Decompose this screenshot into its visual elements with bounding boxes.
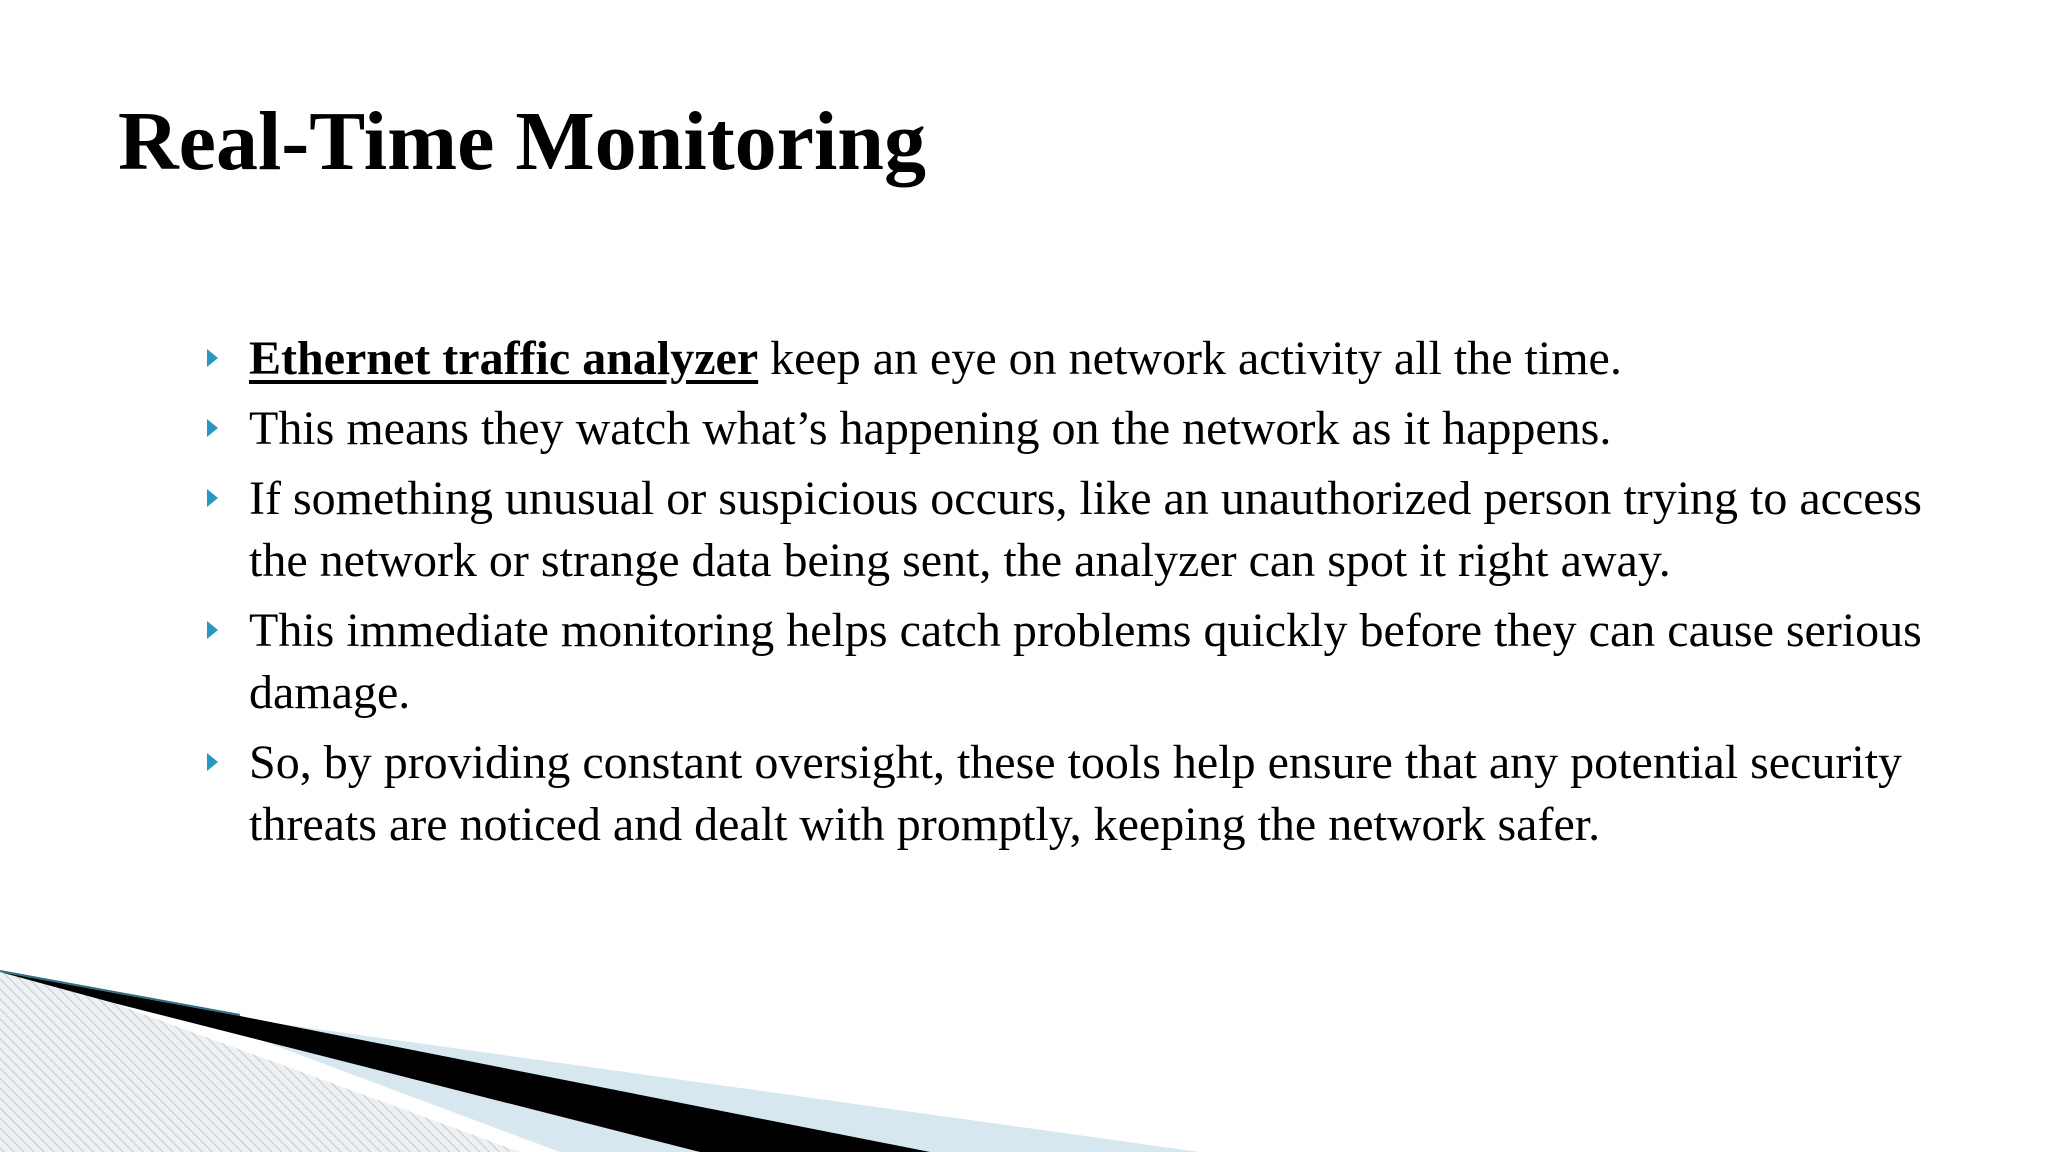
slide-title: Real-Time Monitoring — [118, 95, 927, 188]
bullet-text: keep an eye on network activity all the time. — [758, 332, 1622, 385]
bullet-text: This immediate monitoring helps catch problems quickly before they can cause serious damage. — [249, 604, 1922, 719]
bullet-text: This means they watch what’s happening on the network as it happens. — [249, 402, 1612, 455]
bullet-term: Ethernet traffic analyzer — [249, 332, 759, 385]
bullet-text: So, by providing constant oversight, these tools help ensure that any potential security threats are noticed and dealt with promptly, keeping the network safer. — [249, 736, 1903, 851]
bullet-text: If something unusual or suspicious occurs, like an unauthorized person trying to access the network or strange data being sent, the analyzer can spot it right away. — [249, 472, 1922, 587]
